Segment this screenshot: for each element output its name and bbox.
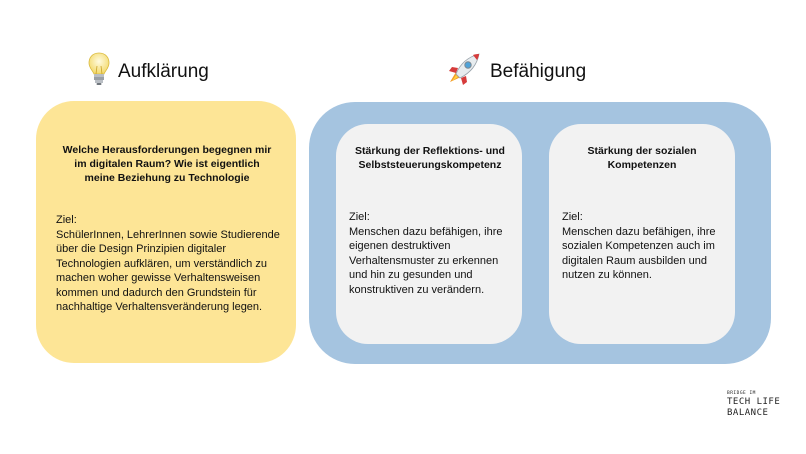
card-sozial-title: Stärkung der sozialen Kompetenzen — [587, 145, 697, 171]
card-reflektion-title: Stärkung der Reflektions- und Selbststeuerungskompetenz — [355, 145, 505, 171]
goal-label: Ziel: — [562, 211, 583, 223]
section-header-befaehigung — [446, 52, 586, 91]
goal-text: Menschen dazu befähigen, ihre sozialen Kompetenzen auch im digitalen Raum ausbilden und nutzen zu können. — [562, 225, 716, 281]
logo-line-1: TECH LIFE — [727, 397, 781, 407]
light-bulb-icon — [88, 52, 110, 91]
tech-life-balance-logo — [727, 391, 783, 419]
card-aufklaerung — [36, 101, 296, 363]
goal-label: Ziel: — [349, 211, 370, 223]
goal-label: Ziel: — [56, 214, 77, 226]
section-title-befaehigung: Befähigung — [490, 60, 587, 82]
section-header-aufklaerung — [88, 52, 209, 91]
card-reflektion — [336, 124, 522, 344]
logo-small-text: BRIDGE IM — [727, 391, 756, 396]
goal-text: Menschen dazu befähigen, ihre eigenen destruktiven Verhaltensmuster zu erkennen und hin zu gesunden und konstruktiven zu verändern. — [349, 225, 503, 296]
card-sozial — [549, 124, 735, 344]
card-sozial-goal — [562, 210, 730, 283]
card-aufklaerung-goal — [56, 213, 286, 315]
goal-text: SchülerInnen, LehrerInnen sowie Studierende über die Design Prinzipien digitaler Technologien aufklären, um verständlich zu machen woher gewisse Verhaltensweisen kommen und dadurch den Grundstein für nachhaltige Verhaltensveränderung legen. — [56, 228, 280, 313]
logo-line-2: BALANCE — [727, 408, 769, 418]
card-reflektion-goal — [349, 210, 517, 297]
rocket-icon — [446, 52, 482, 91]
section-title-aufklaerung: Aufklärung — [118, 60, 209, 82]
card-aufklaerung-question: Welche Herausforderungen begegnen mir im digitalen Raum? Wie ist eigentlich meine Beziehung zu Technologie — [62, 144, 272, 184]
